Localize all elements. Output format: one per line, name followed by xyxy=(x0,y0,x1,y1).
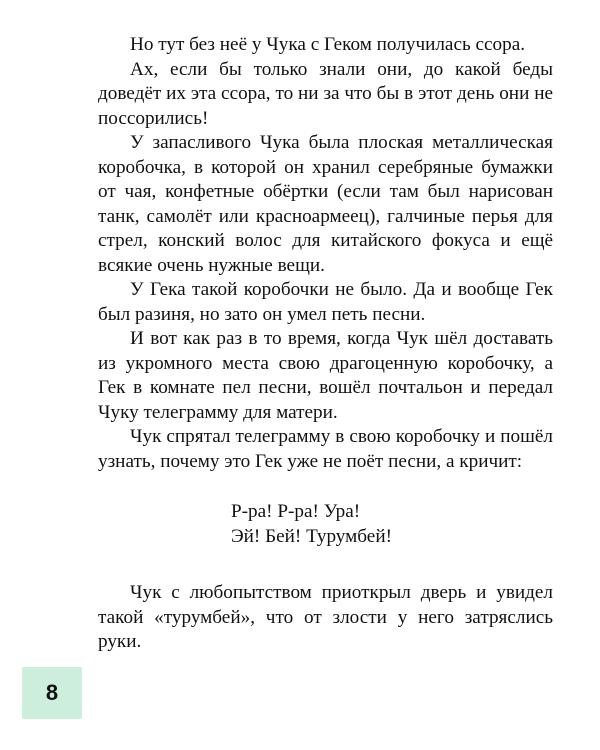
paragraph-chuk-box: У запасливого Чука была плоская металлическая коробочка, в которой он хранил серебряные бумажки от чая, конфетные обёртки (если там был нарисован танк, самолёт или красноармеец), галчиные перья для стрел, конский волос для китайского фокуса и ещё всякие очень нужные вещи. xyxy=(98,132,553,276)
paragraph-turumbey: Чук с любопытством приоткрыл дверь и увидел такой «турумбей», что от злости у него затряслись руки. xyxy=(98,582,553,652)
verse-line: Р-ра! Р-ра! Ура! xyxy=(231,501,361,522)
page-number-badge xyxy=(22,667,82,719)
paragraph-quarrel: Но тут без неё у Чука с Геком получилась ссора. xyxy=(130,34,526,55)
paragraph-gek-no-box: У Гека такой коробочки не было. Да и вообще Гек был разиня, но зато он умел петь песни. xyxy=(98,279,553,325)
page-number: 8 xyxy=(45,680,59,705)
song-verse xyxy=(98,500,553,549)
verse-line: Эй! Бей! Турумбей! xyxy=(231,525,392,547)
paragraph-if-only: Ах, если бы только знали они, до какой беды доведёт их эта ссора, то ни за что бы в этот день они не поссорились! xyxy=(98,58,553,129)
paragraph-postman: И вот как раз в то время, когда Чук шёл доставать из укромного места свою драгоценную коробочку, а Гек в комнате пел песни, вошёл почтальон и передал Чуку телеграмму для матери. xyxy=(98,328,553,423)
paragraph-hid-telegram: Чук спрятал телеграмму в свою коробочку и пошёл узнать, почему это Гек уже не поёт песни, а кричит: xyxy=(98,426,553,472)
story-text xyxy=(98,33,553,655)
